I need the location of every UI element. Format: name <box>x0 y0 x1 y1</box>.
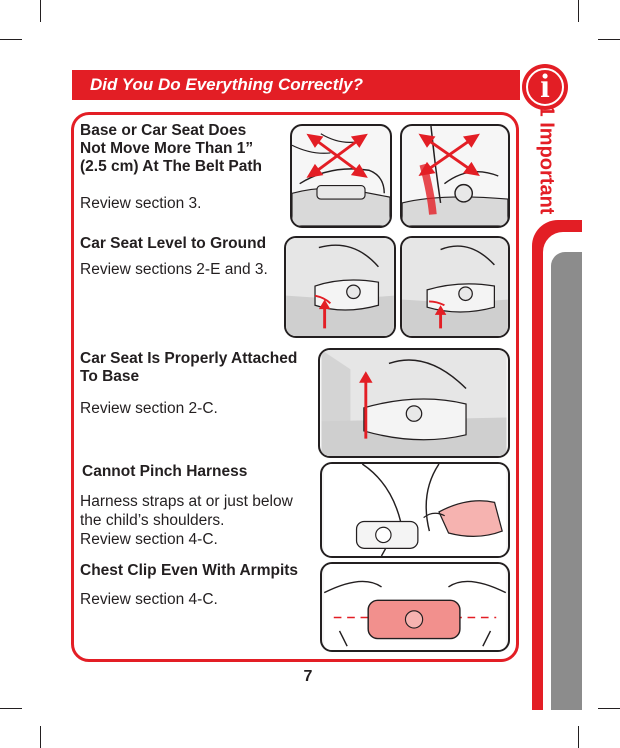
crop-mark <box>578 726 579 748</box>
section-text-line: Review section 3. <box>80 195 202 212</box>
section-title-attached <box>80 350 297 386</box>
section-text-line: Review section 4-C. <box>80 531 218 548</box>
section-text-line: Harness straps at or just below <box>80 493 293 510</box>
section-text-belt-path <box>80 194 201 213</box>
section-title-belt-path <box>80 122 262 176</box>
section-title-level <box>80 235 266 253</box>
chest-clip-illustration <box>320 562 510 652</box>
harness-pinch-illustration <box>320 462 510 558</box>
page-title: Did You Do Everything Correctly? <box>90 75 363 94</box>
attached-illustration <box>318 348 510 458</box>
crop-mark <box>0 708 22 709</box>
section-tab-label: 1 Important <box>535 105 558 215</box>
page-number: 7 <box>303 668 313 685</box>
info-icon-glyph: i <box>540 68 550 105</box>
section-title-line: Not Move More Than 1” <box>80 140 254 157</box>
section-title-line: To Base <box>80 368 140 385</box>
section-text-line: Review section 2-C. <box>80 400 218 417</box>
crop-mark <box>598 39 620 40</box>
section-text-harness <box>80 492 293 549</box>
section-title-chest-clip <box>80 562 298 580</box>
level-illustration-base <box>284 236 396 338</box>
crop-mark <box>0 39 22 40</box>
section-title-line: Chest Clip Even With Armpits <box>80 562 299 579</box>
level-illustration-seat <box>400 236 510 338</box>
crop-mark <box>40 0 41 22</box>
section-title-line: Car Seat Is Properly Attached <box>80 350 298 367</box>
section-tab-bar-fill <box>551 252 582 710</box>
section-text-line: the child’s shoulders. <box>80 512 225 529</box>
section-text-line: Review section 4-C. <box>80 591 218 608</box>
section-title-line: (2.5 cm) At The Belt Path <box>80 158 263 175</box>
section-tab-bar-inner <box>543 232 582 710</box>
section-title-line: Cannot Pinch Harness <box>82 463 248 480</box>
section-text-attached <box>80 399 218 418</box>
crop-mark <box>40 726 41 748</box>
section-title-line: Base or Car Seat Does <box>80 122 247 139</box>
section-title-harness <box>82 463 247 481</box>
belt-path-illustration-base <box>290 124 392 228</box>
belt-path-illustration-seat <box>400 124 510 228</box>
info-icon <box>522 64 568 110</box>
section-tab-bar <box>532 220 582 710</box>
section-text-line: Review sections 2-E and 3. <box>80 261 268 278</box>
crop-mark <box>598 708 620 709</box>
section-text-level <box>80 260 268 279</box>
section-title-line: Car Seat Level to Ground <box>80 235 267 252</box>
section-text-chest-clip <box>80 590 218 609</box>
crop-mark <box>578 0 579 22</box>
